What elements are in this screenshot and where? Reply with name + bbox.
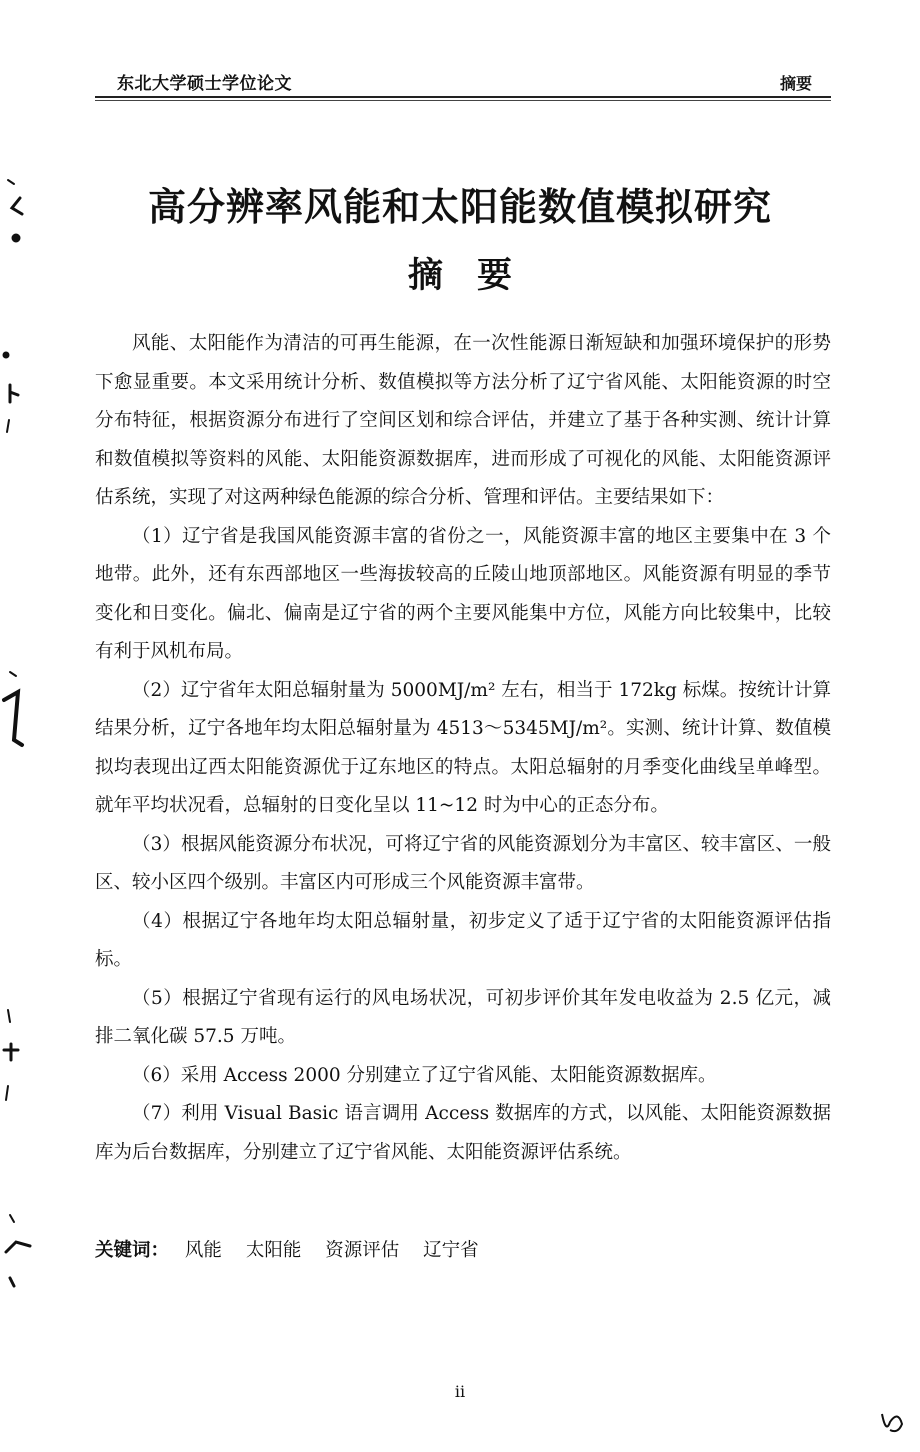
abstract-heading: 摘要 [407, 256, 546, 296]
keyword-item: 风能 [184, 1240, 222, 1261]
abstract-body [95, 325, 831, 1172]
handwritten-mark [872, 1404, 912, 1444]
abstract-paragraph-6: （6）采用 Access 2000 分别建立了辽宁省风能、太阳能资源数据库。 [132, 1064, 717, 1086]
abstract-paragraph-7: （7）利用 Visual Basic 语言调用 Access 数据库的方式，以风能、太阳能资源数据库为后台数据库，分别建立了辽宁省风能、太阳能资源评估系统。 [95, 1103, 831, 1163]
abstract-paragraph-1: （1）辽宁省是我国风能资源丰富的省份之一，风能资源丰富的地区主要集中在 3 个地带。此外，还有东西部地区一些海拔较高的丘陵山地顶部地区。风能资源有明显的季节变化和日变化。偏北、偏南是辽宁省的两个主要风能集中方位，风能方向比较集中，比较有利于风机布局。 [95, 525, 831, 662]
abstract-paragraph-intro: 风能、太阳能作为清洁的可再生能源，在一次性能源日渐短缺和加强环境保护的形势下愈显重要。本文采用统计分析、数值模拟等方法分析了辽宁省风能、太阳能资源的时空分布特征，根据资源分布进行了空间区划和综合评估，并建立了基于各种实测、统计计算和数值模拟等资料的风能、太阳能资源数据库，进而形成了可视化的风能、太阳能资源评估系统，实现了对这两种绿色能源的综合分析、管理和评估。主要结果如下： [95, 333, 831, 508]
keyword-item: 太阳能 [245, 1240, 302, 1261]
running-header-section: 摘要 [779, 74, 812, 93]
keyword-item: 资源评估 [325, 1240, 400, 1261]
abstract-paragraph-2: （2）辽宁省年太阳总辐射量为 5000MJ/m² 左右，相当于 172kg 标煤。按统计计算结果分析，辽宁各地年均太阳总辐射量为 4513～5345MJ/m²。实测、统计计算、数值模拟均表现出辽西太阳能资源优于辽东地区的特点。太阳总辐射的月季变化曲线呈单峰型。就年平均状况看，总辐射的日变化呈以 11~12 时为中心的正态分布。 [95, 679, 831, 816]
keywords-label: 关键词： [95, 1240, 170, 1261]
binding-margin-marks [0, 0, 60, 1452]
header-rule-thin [95, 100, 831, 101]
page-number: ii [454, 1382, 466, 1401]
keyword-item: 辽宁省 [423, 1240, 479, 1261]
running-header-thesis: 东北大学硕士学位论文 [117, 74, 292, 94]
abstract-paragraph-3: （3）根据风能资源分布状况，可将辽宁省的风能资源划分为丰富区、较丰富区、一般区、较小区四个级别。丰富区内可形成三个风能资源丰富带。 [95, 833, 831, 893]
header-rule [95, 96, 831, 98]
page-title: 高分辨率风能和太阳能数值模拟研究 [147, 185, 772, 229]
keywords-line [95, 1236, 487, 1262]
abstract-paragraph-5: （5）根据辽宁省现有运行的风电场状况，可初步评价其年发电收益为 2.5 亿元，减排二氧化碳 57.5 万吨。 [95, 987, 831, 1047]
abstract-paragraph-4: （4）根据辽宁各地年均太阳总辐射量，初步定义了适于辽宁省的太阳能资源评估指标。 [95, 910, 831, 970]
